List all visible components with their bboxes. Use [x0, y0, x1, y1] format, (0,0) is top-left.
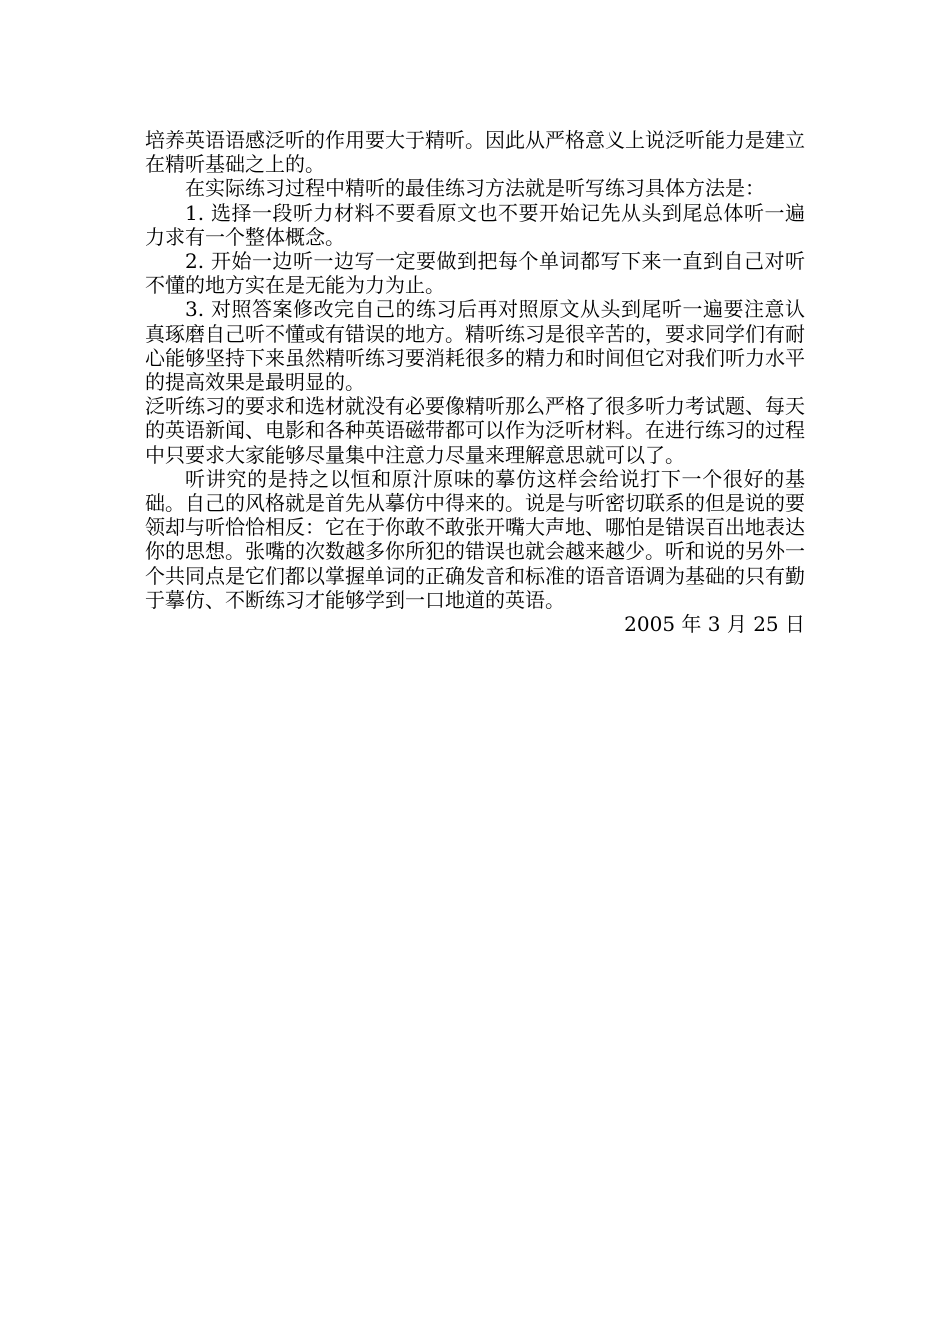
paragraph-step-3: 3. 对照答案修改完自己的练习后再对照原文从头到尾听一遍要注意认真琢磨自己听不懂或有错误的地方。精听练习是很辛苦的，要求同学们有耐心能够坚持下来虽然精听练习要消耗很多的精力和时间但它对我们听力水平的提高效果是最明显的。	[145, 297, 805, 395]
document-page	[145, 128, 805, 636]
paragraph-step-2: 2. 开始一边听一边写一定要做到把每个单词都写下来一直到自己对听不懂的地方实在是无能为力为止。	[145, 249, 805, 298]
paragraph-1: 培养英语语感泛听的作用要大于精听。因此从严格意义上说泛听能力是建立在精听基础之上的。	[145, 128, 805, 177]
paragraph-step-1: 1. 选择一段听力材料不要看原文也不要开始记先从头到尾总体听一遍力求有一个整体概念。	[145, 200, 805, 249]
document-date: 2005 年 3 月 25 日	[624, 612, 805, 637]
paragraph-2: 在实际练习过程中精听的最佳练习方法就是听写练习具体方法是：	[185, 176, 765, 201]
paragraph-extensive-listening: 泛听练习的要求和选材就没有必要像精听那么严格了很多听力考试题、每天的英语新闻、电影和各种英语磁带都可以作为泛听材料。在进行练习的过程中只要求大家能够尽量集中注意力尽量来理解意思就可以了。	[145, 394, 805, 467]
paragraph-speaking: 听讲究的是持之以恒和原汁原味的摹仿这样会给说打下一个很好的基础。自己的风格就是首先从摹仿中得来的。说是与听密切联系的但是说的要领却与听恰恰相反：它在于你敢不敢张开嘴大声地、哪怕是错误百出地表达你的思想。张嘴的次数越多你所犯的错误也就会越来越少。听和说的另外一个共同点是它们都以掌握单词的正确发音和标准的语音语调为基础的只有勤于摹仿、不断练习才能够学到一口地道的英语。	[145, 466, 805, 612]
